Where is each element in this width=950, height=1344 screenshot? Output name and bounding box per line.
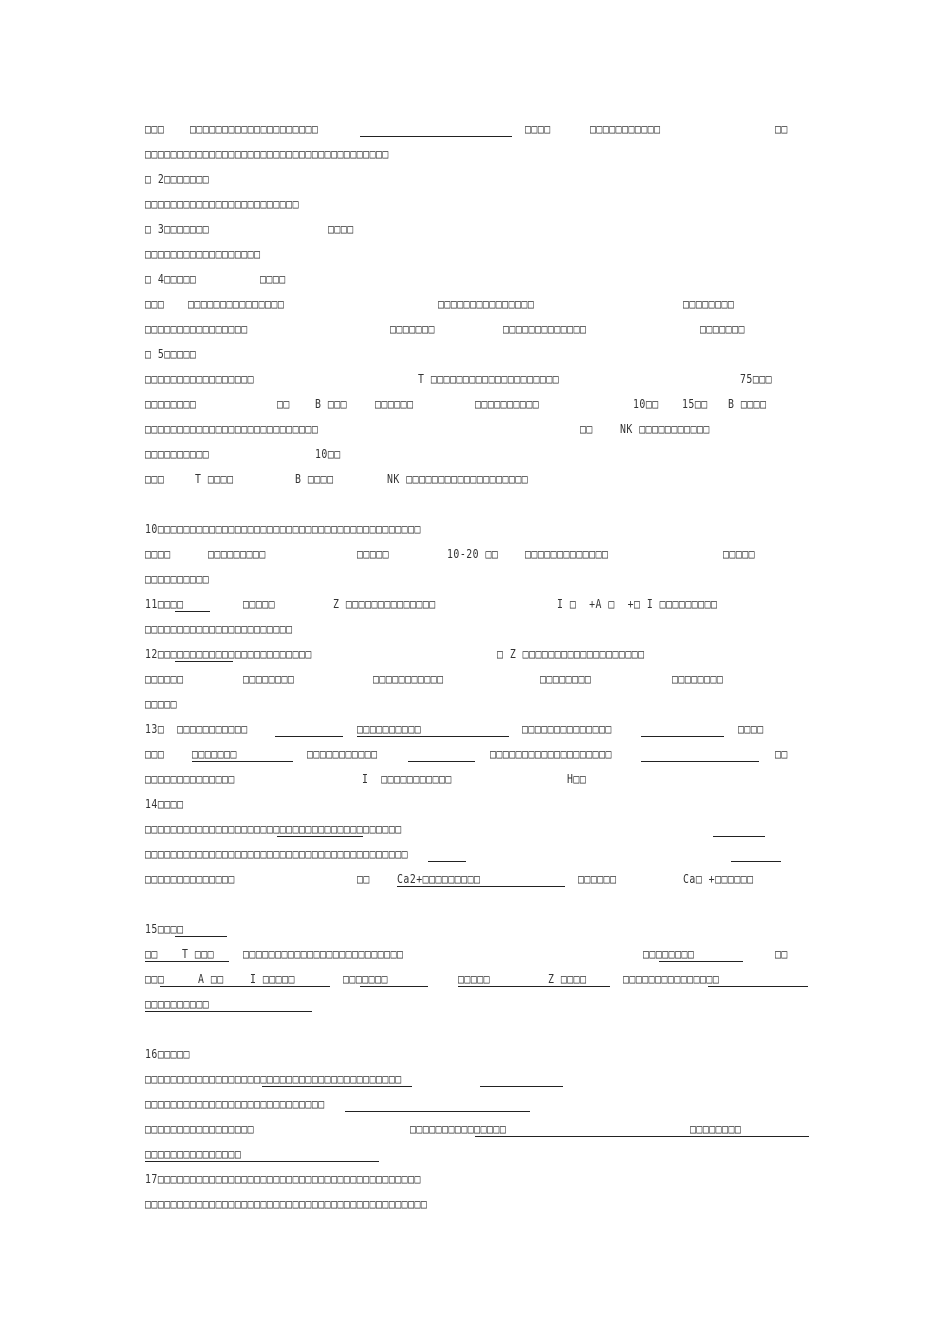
- text-segment: □□□□□□□□□□□□□□□□□□□□□□□□□□□□: [145, 1097, 325, 1111]
- text-segment: □□□□□□□□□□: [357, 722, 422, 736]
- blank-underline: [275, 736, 343, 737]
- text-line: [0, 197, 950, 217]
- text-segment: □□□□□□: [578, 872, 617, 886]
- text-line: [0, 997, 950, 1017]
- text-segment: □□□□□□□□: [243, 672, 295, 686]
- text-segment: □□□□□□□□□□□□□□□□: [145, 322, 248, 336]
- text-segment: □ 3□□□□□□□: [145, 222, 210, 236]
- text-segment: □□□□□□□□□□: [145, 997, 210, 1011]
- text-segment: □□□□□□□□□□□□□□□□□□□□□□□□□□□□□□□□□□□□□□□□□□□□: [145, 1197, 428, 1211]
- text-line: [0, 322, 950, 342]
- text-segment: □□□□: [525, 122, 551, 136]
- text-segment: □□□□□□□□□□□: [307, 747, 378, 761]
- text-segment: 11□□□□: [145, 597, 184, 611]
- text-segment: □□□□□□□□: [643, 947, 695, 961]
- text-segment: □□□□□□□□□□□□□□□: [410, 1122, 507, 1136]
- text-line: [0, 1147, 950, 1167]
- text-segment: □□□□: [328, 222, 354, 236]
- text-segment: □□□□□□□□□□□□□□: [522, 722, 612, 736]
- text-segment: 10□□: [633, 397, 659, 411]
- text-segment: T □□□□□□□□□□□□□□□□□□□□: [418, 372, 560, 386]
- text-segment: 15□□: [682, 397, 708, 411]
- text-segment: T □□□□: [195, 472, 234, 486]
- text-segment: □□□□□□□□□□□□□□: [145, 872, 235, 886]
- blank-underline: [145, 1161, 379, 1162]
- blank-underline: [731, 861, 781, 862]
- text-line: [0, 147, 950, 167]
- text-line: [0, 397, 950, 417]
- text-line: [0, 547, 950, 567]
- text-line: [0, 697, 950, 717]
- text-segment: □□□: [145, 122, 165, 136]
- blank-underline: [397, 886, 565, 887]
- text-segment: □□□□□□□□□□□□□□□: [188, 297, 285, 311]
- blank-underline: [175, 611, 210, 612]
- text-line: [0, 772, 950, 792]
- text-line: [0, 622, 950, 642]
- text-segment: □□□□□□□□□□: [145, 447, 210, 461]
- blank-underline: [360, 136, 512, 137]
- text-line: [0, 122, 950, 142]
- text-segment: 17□□□□□□□□□□□□□□□□□□□□□□□□□□□□□□□□□□□□□□□□□: [145, 1172, 421, 1186]
- text-segment: □□□□□□□□□□□□□□□: [145, 1147, 242, 1161]
- text-segment: □□□□□□□□□□□□□□□□□: [145, 372, 255, 386]
- text-line: [0, 347, 950, 367]
- text-segment: □□□□□□□□: [672, 672, 724, 686]
- text-line: [0, 522, 950, 542]
- text-line: [0, 1197, 950, 1217]
- text-segment: □□□□□□□□: [145, 397, 197, 411]
- text-segment: I □ +A □ +□ I □□□□□□□□□: [557, 597, 718, 611]
- text-segment: □ 4□□□□□: [145, 272, 197, 286]
- text-segment: □□□□□: [145, 697, 178, 711]
- text-segment: I □□□□□□□□□□□: [362, 772, 452, 786]
- text-segment: T □□□: [182, 947, 215, 961]
- text-segment: □□□□□□□□□□□□□□□□□□□□: [190, 122, 319, 136]
- blank-underline: [357, 736, 509, 737]
- blank-underline: [408, 761, 475, 762]
- blank-underline: [458, 986, 610, 987]
- blank-underline: [345, 1111, 530, 1112]
- text-segment: B □□□□: [295, 472, 334, 486]
- text-line: [0, 297, 950, 317]
- text-segment: □□□□□: [458, 972, 491, 986]
- text-line: [0, 672, 950, 692]
- text-line: [0, 947, 950, 967]
- text-segment: □□□□□□□□□□□□□□□□□□□□□□□□□□□□□□□□□□□□□□: [145, 147, 389, 161]
- text-segment: □□□: [145, 747, 165, 761]
- text-segment: □□□□□□□□□□□□□□□□□□□□□□□□□□□□□□□□□□□□□□□□: [145, 1072, 402, 1086]
- text-segment: □□□: [145, 297, 165, 311]
- blank-underline: [428, 861, 466, 862]
- blank-underline: [641, 761, 759, 762]
- text-segment: B □□□□: [728, 397, 767, 411]
- text-segment: □□□□□□□□: [690, 1122, 742, 1136]
- text-segment: □□□: [145, 972, 165, 986]
- text-segment: □□□□□□□□□□□: [373, 672, 444, 686]
- text-line: [0, 1047, 950, 1067]
- text-line: [0, 1072, 950, 1092]
- blank-underline: [480, 1086, 563, 1087]
- text-segment: □□□□□□□□: [540, 672, 592, 686]
- text-segment: 12□□□□□□□□□□□□□□□□□□□□□□□□: [145, 647, 312, 661]
- text-segment: □□□□: [738, 722, 764, 736]
- blank-underline: [145, 961, 229, 962]
- text-segment: □□□□□□□□□□□□□□□□□□□: [490, 747, 612, 761]
- text-segment: Ca2+□□□□□□□□□: [397, 872, 481, 886]
- text-segment: H□□: [567, 772, 587, 786]
- text-segment: □□□□□□□□□□□□□□□□□□□□□□□□□□□□□□□□□□□□□□□□□: [145, 847, 409, 861]
- text-line: [0, 1172, 950, 1192]
- blank-underline: [192, 761, 293, 762]
- text-segment: □□□□□□□□□□□□□□□□□□□□□□□□□□□□□□□□□□□□□□□□: [145, 822, 402, 836]
- text-line: [0, 647, 950, 667]
- text-segment: □□: [277, 397, 290, 411]
- text-line: [0, 447, 950, 467]
- text-line: [0, 372, 950, 392]
- text-line: [0, 472, 950, 492]
- text-line: [0, 247, 950, 267]
- text-segment: □□□□□: [357, 547, 390, 561]
- text-segment: □ 5□□□□□: [145, 347, 197, 361]
- text-segment: 10□□: [315, 447, 341, 461]
- text-line: [0, 747, 950, 767]
- text-line: [0, 922, 950, 942]
- text-segment: □□: [775, 747, 788, 761]
- blank-underline: [360, 986, 428, 987]
- blank-underline: [641, 736, 724, 737]
- text-line: [0, 1097, 950, 1117]
- text-segment: □□: [775, 122, 788, 136]
- text-segment: □□□□□□□□□□□□□□□□□□□□□□□□: [145, 197, 299, 211]
- text-segment: □□□□□□□□□□: [145, 572, 210, 586]
- text-segment: 14□□□□: [145, 797, 184, 811]
- text-segment: □□□□□□□□□□□□□□: [145, 772, 235, 786]
- text-segment: 10-20 □□: [447, 547, 499, 561]
- text-segment: 75□□□: [740, 372, 773, 386]
- text-line: [0, 172, 950, 192]
- text-segment: 16□□□□□: [145, 1047, 190, 1061]
- text-segment: □□□□□□□: [343, 972, 388, 986]
- text-segment: □□□□□□□□□□□□□: [525, 547, 609, 561]
- text-segment: □□□□: [260, 272, 286, 286]
- text-segment: □□□□□□□□□□: [475, 397, 540, 411]
- text-line: [0, 822, 950, 842]
- text-segment: □□□□□□□□□□□□□□□: [438, 297, 535, 311]
- text-segment: 10□□□□□□□□□□□□□□□□□□□□□□□□□□□□□□□□□□□□□□□□□: [145, 522, 421, 536]
- text-segment: 13□ □□□□□□□□□□□: [145, 722, 248, 736]
- blank-underline: [708, 986, 808, 987]
- text-line: [0, 422, 950, 442]
- text-line: [0, 972, 950, 992]
- blank-underline: [475, 1136, 809, 1137]
- text-line: [0, 722, 950, 742]
- text-segment: □□□□□□□□□□□: [590, 122, 661, 136]
- text-segment: □□□□□□: [145, 672, 184, 686]
- text-segment: □□□□□: [243, 597, 276, 611]
- text-segment: 15□□□□: [145, 922, 184, 936]
- text-segment: □□□□□□□□□□□□□□□□□□□□□□□□□: [243, 947, 404, 961]
- blank-underline: [160, 986, 330, 987]
- text-segment: □□□□□□□: [390, 322, 435, 336]
- text-segment: NK □□□□□□□□□□□: [620, 422, 710, 436]
- text-segment: □□□□□□□□□□□□□: [503, 322, 587, 336]
- blank-underline: [713, 836, 765, 837]
- text-line: [0, 797, 950, 817]
- text-segment: □□□□□□□□□□□□□□□□□□: [145, 247, 261, 261]
- text-segment: □□□□□□: [375, 397, 414, 411]
- blank-underline: [175, 936, 227, 937]
- text-segment: □□□□□□□□□□□□□□□□□□□□□□□□□□□: [145, 422, 319, 436]
- text-line: [0, 847, 950, 867]
- text-line: [0, 572, 950, 592]
- text-line: [0, 597, 950, 617]
- text-segment: □□□□□□□: [700, 322, 745, 336]
- text-segment: □ 2□□□□□□□: [145, 172, 210, 186]
- text-segment: □ Z □□□□□□□□□□□□□□□□□□□: [497, 647, 645, 661]
- text-segment: □□□: [145, 472, 165, 486]
- blank-underline: [175, 661, 233, 662]
- blank-underline: [277, 836, 363, 837]
- blank-underline: [145, 1011, 312, 1012]
- text-segment: I □□□□□: [250, 972, 295, 986]
- text-segment: NK □□□□□□□□□□□□□□□□□□□: [387, 472, 529, 486]
- text-segment: □□□□□□□□□□□□□□□□□□□□□□□: [145, 622, 293, 636]
- text-line: [0, 872, 950, 892]
- text-segment: □□: [775, 947, 788, 961]
- text-segment: □□□□□□□: [192, 747, 237, 761]
- text-segment: Z □□□□□□□□□□□□□□: [333, 597, 436, 611]
- text-segment: A □□: [198, 972, 224, 986]
- text-segment: □□□□□□□□□□□□□□□: [623, 972, 720, 986]
- text-segment: □□□□□□□□□□□□□□□□□: [145, 1122, 255, 1136]
- blank-underline: [659, 961, 743, 962]
- text-segment: B □□□: [315, 397, 348, 411]
- text-segment: □□: [580, 422, 593, 436]
- text-segment: □□□□□: [723, 547, 756, 561]
- text-line: [0, 272, 950, 292]
- text-segment: □□: [145, 947, 158, 961]
- text-segment: □□□□□□□□□: [208, 547, 266, 561]
- text-segment: Ca□ +□□□□□□: [683, 872, 754, 886]
- text-line: [0, 222, 950, 242]
- text-line: [0, 1122, 950, 1142]
- text-segment: □□: [357, 872, 370, 886]
- text-segment: □□□□□□□□: [683, 297, 735, 311]
- blank-underline: [262, 1086, 412, 1087]
- text-segment: □□□□: [145, 547, 171, 561]
- text-segment: Z □□□□: [548, 972, 587, 986]
